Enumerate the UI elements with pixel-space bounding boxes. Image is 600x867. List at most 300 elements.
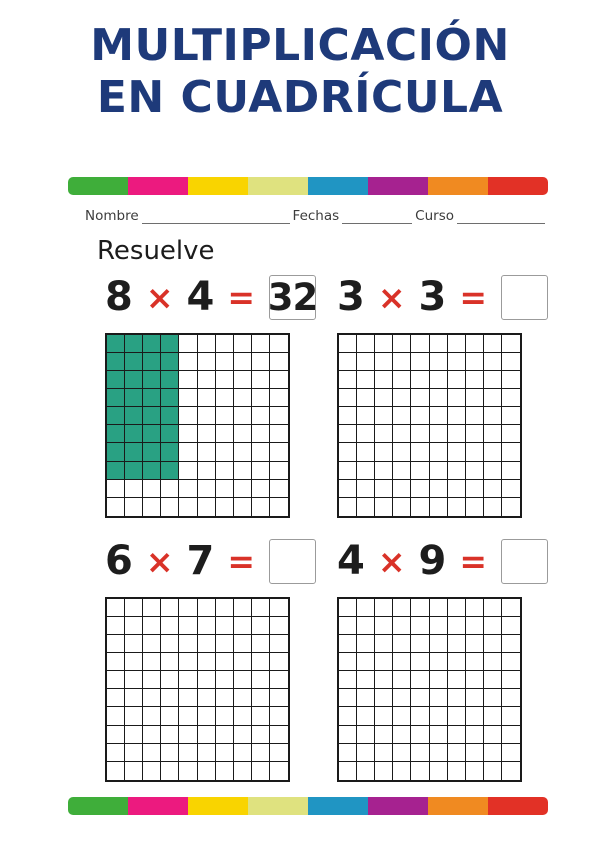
grid-cell[interactable]	[107, 617, 125, 635]
grid-cell[interactable]	[502, 762, 520, 780]
grid-cell[interactable]	[502, 671, 520, 689]
grid-cell[interactable]	[484, 635, 502, 653]
grid-cell[interactable]	[339, 635, 357, 653]
grid-cell[interactable]	[339, 425, 357, 443]
grid-cell[interactable]	[375, 617, 393, 635]
grid-cell[interactable]	[179, 498, 197, 516]
grid-cell[interactable]	[411, 335, 429, 353]
grid-cell[interactable]	[161, 689, 179, 707]
grid-cell[interactable]	[484, 498, 502, 516]
grid-cell[interactable]	[234, 599, 252, 617]
grid-cell[interactable]	[339, 371, 357, 389]
answer-box[interactable]	[269, 539, 316, 584]
grid-cell[interactable]	[252, 353, 270, 371]
grid-cell[interactable]	[198, 425, 216, 443]
grid-cell[interactable]	[430, 425, 448, 443]
grid-cell[interactable]	[484, 480, 502, 498]
grid-cell[interactable]	[466, 653, 484, 671]
grid-cell[interactable]	[270, 389, 288, 407]
grid-cell[interactable]	[216, 498, 234, 516]
grid-cell[interactable]	[339, 443, 357, 461]
grid-cell[interactable]	[179, 407, 197, 425]
grid-cell[interactable]	[216, 335, 234, 353]
grid-cell[interactable]	[357, 498, 375, 516]
grid-cell[interactable]	[448, 480, 466, 498]
grid-cell[interactable]	[375, 635, 393, 653]
grid-cell[interactable]	[430, 599, 448, 617]
grid-cell[interactable]	[161, 443, 179, 461]
grid-cell[interactable]	[375, 689, 393, 707]
grid-cell[interactable]	[411, 480, 429, 498]
grid-cell[interactable]	[179, 617, 197, 635]
grid-cell[interactable]	[448, 371, 466, 389]
grid-cell[interactable]	[430, 671, 448, 689]
grid-cell[interactable]	[107, 599, 125, 617]
grid-cell[interactable]	[216, 689, 234, 707]
grid-cell[interactable]	[143, 371, 161, 389]
grid-cell[interactable]	[216, 425, 234, 443]
grid-cell[interactable]	[466, 407, 484, 425]
grid-cell[interactable]	[270, 353, 288, 371]
grid-cell[interactable]	[411, 635, 429, 653]
answer-box[interactable]	[501, 539, 548, 584]
grid-cell[interactable]	[393, 425, 411, 443]
grid-cell[interactable]	[161, 744, 179, 762]
grid-cell[interactable]	[234, 635, 252, 653]
grid-cell[interactable]	[216, 371, 234, 389]
grid-cell[interactable]	[411, 744, 429, 762]
grid-cell[interactable]	[466, 744, 484, 762]
grid-cell[interactable]	[216, 635, 234, 653]
grid-cell[interactable]	[448, 744, 466, 762]
grid-cell[interactable]	[252, 617, 270, 635]
grid-cell[interactable]	[411, 443, 429, 461]
grid-cell[interactable]	[393, 726, 411, 744]
grid-cell[interactable]	[125, 762, 143, 780]
grid-cell[interactable]	[430, 726, 448, 744]
grid-cell[interactable]	[339, 744, 357, 762]
grid-cell[interactable]	[502, 407, 520, 425]
grid-cell[interactable]	[448, 443, 466, 461]
date-blank-line[interactable]	[342, 209, 412, 224]
grid-cell[interactable]	[179, 635, 197, 653]
grid-cell[interactable]	[198, 726, 216, 744]
grid-cell[interactable]	[143, 599, 161, 617]
grid-cell[interactable]	[411, 707, 429, 725]
grid-cell[interactable]	[161, 653, 179, 671]
grid-cell[interactable]	[252, 480, 270, 498]
grid-cell[interactable]	[430, 635, 448, 653]
grid-cell[interactable]	[270, 335, 288, 353]
grid-cell[interactable]	[484, 335, 502, 353]
grid-cell[interactable]	[161, 425, 179, 443]
grid-cell[interactable]	[198, 462, 216, 480]
grid-cell[interactable]	[252, 744, 270, 762]
grid-cell[interactable]	[466, 599, 484, 617]
grid-cell[interactable]	[375, 498, 393, 516]
grid-cell[interactable]	[448, 353, 466, 371]
grid-cell[interactable]	[430, 407, 448, 425]
grid-cell[interactable]	[339, 726, 357, 744]
multiplication-grid[interactable]	[337, 333, 522, 518]
grid-cell[interactable]	[179, 599, 197, 617]
grid-cell[interactable]	[161, 335, 179, 353]
grid-cell[interactable]	[502, 635, 520, 653]
grid-cell[interactable]	[339, 707, 357, 725]
grid-cell[interactable]	[125, 407, 143, 425]
grid-cell[interactable]	[143, 407, 161, 425]
grid-cell[interactable]	[357, 726, 375, 744]
grid-cell[interactable]	[234, 389, 252, 407]
grid-cell[interactable]	[484, 389, 502, 407]
grid-cell[interactable]	[448, 671, 466, 689]
grid-cell[interactable]	[198, 407, 216, 425]
answer-box[interactable]	[501, 275, 548, 320]
grid-cell[interactable]	[143, 762, 161, 780]
grid-cell[interactable]	[107, 353, 125, 371]
grid-cell[interactable]	[339, 335, 357, 353]
grid-cell[interactable]	[466, 671, 484, 689]
grid-cell[interactable]	[234, 353, 252, 371]
grid-cell[interactable]	[234, 726, 252, 744]
grid-cell[interactable]	[216, 707, 234, 725]
grid-cell[interactable]	[484, 353, 502, 371]
grid-cell[interactable]	[339, 353, 357, 371]
grid-cell[interactable]	[375, 462, 393, 480]
grid-cell[interactable]	[179, 353, 197, 371]
grid-cell[interactable]	[411, 762, 429, 780]
grid-cell[interactable]	[161, 407, 179, 425]
grid-cell[interactable]	[357, 707, 375, 725]
grid-cell[interactable]	[357, 443, 375, 461]
grid-cell[interactable]	[107, 689, 125, 707]
grid-cell[interactable]	[270, 689, 288, 707]
grid-cell[interactable]	[430, 480, 448, 498]
grid-cell[interactable]	[216, 653, 234, 671]
grid-cell[interactable]	[502, 443, 520, 461]
grid-cell[interactable]	[466, 389, 484, 407]
grid-cell[interactable]	[198, 689, 216, 707]
grid-cell[interactable]	[484, 462, 502, 480]
grid-cell[interactable]	[411, 726, 429, 744]
grid-cell[interactable]	[375, 762, 393, 780]
grid-cell[interactable]	[161, 462, 179, 480]
grid-cell[interactable]	[375, 671, 393, 689]
grid-cell[interactable]	[430, 617, 448, 635]
grid-cell[interactable]	[357, 425, 375, 443]
grid-cell[interactable]	[393, 599, 411, 617]
grid-cell[interactable]	[179, 653, 197, 671]
grid-cell[interactable]	[161, 617, 179, 635]
grid-cell[interactable]	[252, 762, 270, 780]
grid-cell[interactable]	[179, 462, 197, 480]
grid-cell[interactable]	[448, 599, 466, 617]
grid-cell[interactable]	[502, 707, 520, 725]
grid-cell[interactable]	[198, 762, 216, 780]
grid-cell[interactable]	[484, 726, 502, 744]
grid-cell[interactable]	[430, 762, 448, 780]
grid-cell[interactable]	[143, 480, 161, 498]
grid-cell[interactable]	[357, 480, 375, 498]
grid-cell[interactable]	[216, 762, 234, 780]
grid-cell[interactable]	[375, 653, 393, 671]
grid-cell[interactable]	[393, 480, 411, 498]
grid-cell[interactable]	[179, 443, 197, 461]
grid-cell[interactable]	[252, 407, 270, 425]
grid-cell[interactable]	[143, 498, 161, 516]
grid-cell[interactable]	[234, 462, 252, 480]
grid-cell[interactable]	[161, 480, 179, 498]
grid-cell[interactable]	[179, 371, 197, 389]
grid-cell[interactable]	[107, 498, 125, 516]
grid-cell[interactable]	[448, 462, 466, 480]
grid-cell[interactable]	[161, 498, 179, 516]
grid-cell[interactable]	[234, 371, 252, 389]
grid-cell[interactable]	[216, 726, 234, 744]
grid-cell[interactable]	[411, 599, 429, 617]
grid-cell[interactable]	[448, 762, 466, 780]
grid-cell[interactable]	[270, 462, 288, 480]
grid-cell[interactable]	[502, 744, 520, 762]
multiplication-grid[interactable]	[105, 597, 290, 782]
grid-cell[interactable]	[411, 689, 429, 707]
grid-cell[interactable]	[234, 335, 252, 353]
grid-cell[interactable]	[393, 371, 411, 389]
grid-cell[interactable]	[107, 389, 125, 407]
grid-cell[interactable]	[411, 671, 429, 689]
grid-cell[interactable]	[252, 371, 270, 389]
grid-cell[interactable]	[198, 635, 216, 653]
grid-cell[interactable]	[252, 462, 270, 480]
grid-cell[interactable]	[448, 498, 466, 516]
grid-cell[interactable]	[107, 744, 125, 762]
grid-cell[interactable]	[466, 353, 484, 371]
grid-cell[interactable]	[125, 462, 143, 480]
grid-cell[interactable]	[393, 498, 411, 516]
grid-cell[interactable]	[430, 653, 448, 671]
grid-cell[interactable]	[107, 425, 125, 443]
grid-cell[interactable]	[143, 443, 161, 461]
grid-cell[interactable]	[161, 671, 179, 689]
grid-cell[interactable]	[502, 617, 520, 635]
grid-cell[interactable]	[125, 425, 143, 443]
grid-cell[interactable]	[357, 353, 375, 371]
grid-cell[interactable]	[430, 353, 448, 371]
grid-cell[interactable]	[448, 425, 466, 443]
multiplication-grid[interactable]	[105, 333, 290, 518]
grid-cell[interactable]	[393, 671, 411, 689]
grid-cell[interactable]	[216, 389, 234, 407]
grid-cell[interactable]	[357, 671, 375, 689]
grid-cell[interactable]	[234, 480, 252, 498]
grid-cell[interactable]	[143, 635, 161, 653]
grid-cell[interactable]	[198, 353, 216, 371]
grid-cell[interactable]	[411, 389, 429, 407]
grid-cell[interactable]	[393, 353, 411, 371]
grid-cell[interactable]	[393, 689, 411, 707]
grid-cell[interactable]	[198, 744, 216, 762]
grid-cell[interactable]	[484, 371, 502, 389]
grid-cell[interactable]	[107, 726, 125, 744]
grid-cell[interactable]	[270, 671, 288, 689]
grid-cell[interactable]	[339, 407, 357, 425]
grid-cell[interactable]	[357, 389, 375, 407]
grid-cell[interactable]	[357, 335, 375, 353]
grid-cell[interactable]	[466, 443, 484, 461]
grid-cell[interactable]	[234, 443, 252, 461]
grid-cell[interactable]	[252, 653, 270, 671]
grid-cell[interactable]	[466, 689, 484, 707]
grid-cell[interactable]	[252, 689, 270, 707]
grid-cell[interactable]	[411, 498, 429, 516]
grid-cell[interactable]	[339, 599, 357, 617]
grid-cell[interactable]	[466, 762, 484, 780]
grid-cell[interactable]	[393, 462, 411, 480]
grid-cell[interactable]	[125, 689, 143, 707]
grid-cell[interactable]	[393, 407, 411, 425]
grid-cell[interactable]	[125, 498, 143, 516]
grid-cell[interactable]	[484, 707, 502, 725]
grid-cell[interactable]	[502, 462, 520, 480]
grid-cell[interactable]	[270, 480, 288, 498]
grid-cell[interactable]	[484, 425, 502, 443]
grid-cell[interactable]	[234, 689, 252, 707]
grid-cell[interactable]	[161, 707, 179, 725]
grid-cell[interactable]	[375, 726, 393, 744]
grid-cell[interactable]	[143, 353, 161, 371]
grid-cell[interactable]	[393, 617, 411, 635]
grid-cell[interactable]	[393, 443, 411, 461]
grid-cell[interactable]	[502, 425, 520, 443]
grid-cell[interactable]	[484, 617, 502, 635]
grid-cell[interactable]	[502, 653, 520, 671]
grid-cell[interactable]	[430, 707, 448, 725]
grid-cell[interactable]	[143, 689, 161, 707]
grid-cell[interactable]	[502, 498, 520, 516]
grid-cell[interactable]	[448, 635, 466, 653]
grid-cell[interactable]	[339, 617, 357, 635]
grid-cell[interactable]	[411, 462, 429, 480]
grid-cell[interactable]	[393, 744, 411, 762]
grid-cell[interactable]	[357, 744, 375, 762]
grid-cell[interactable]	[198, 480, 216, 498]
grid-cell[interactable]	[107, 462, 125, 480]
grid-cell[interactable]	[179, 389, 197, 407]
grid-cell[interactable]	[161, 762, 179, 780]
grid-cell[interactable]	[484, 653, 502, 671]
grid-cell[interactable]	[484, 744, 502, 762]
grid-cell[interactable]	[125, 707, 143, 725]
grid-cell[interactable]	[107, 335, 125, 353]
grid-cell[interactable]	[393, 389, 411, 407]
grid-cell[interactable]	[393, 653, 411, 671]
grid-cell[interactable]	[466, 635, 484, 653]
grid-cell[interactable]	[430, 689, 448, 707]
grid-cell[interactable]	[252, 707, 270, 725]
grid-cell[interactable]	[339, 389, 357, 407]
grid-cell[interactable]	[198, 498, 216, 516]
grid-cell[interactable]	[252, 389, 270, 407]
grid-cell[interactable]	[143, 617, 161, 635]
grid-cell[interactable]	[179, 726, 197, 744]
name-blank-line[interactable]	[142, 209, 290, 224]
grid-cell[interactable]	[466, 425, 484, 443]
grid-cell[interactable]	[161, 726, 179, 744]
grid-cell[interactable]	[252, 425, 270, 443]
grid-cell[interactable]	[198, 389, 216, 407]
grid-cell[interactable]	[107, 707, 125, 725]
course-blank-line[interactable]	[457, 209, 545, 224]
grid-cell[interactable]	[198, 599, 216, 617]
grid-cell[interactable]	[198, 443, 216, 461]
grid-cell[interactable]	[357, 462, 375, 480]
grid-cell[interactable]	[502, 599, 520, 617]
grid-cell[interactable]	[234, 498, 252, 516]
grid-cell[interactable]	[125, 744, 143, 762]
grid-cell[interactable]	[216, 353, 234, 371]
grid-cell[interactable]	[448, 726, 466, 744]
grid-cell[interactable]	[375, 389, 393, 407]
grid-cell[interactable]	[375, 335, 393, 353]
grid-cell[interactable]	[411, 407, 429, 425]
grid-cell[interactable]	[466, 335, 484, 353]
grid-cell[interactable]	[125, 353, 143, 371]
grid-cell[interactable]	[484, 407, 502, 425]
grid-cell[interactable]	[270, 653, 288, 671]
grid-cell[interactable]	[393, 707, 411, 725]
multiplication-grid[interactable]	[337, 597, 522, 782]
grid-cell[interactable]	[252, 635, 270, 653]
grid-cell[interactable]	[375, 353, 393, 371]
grid-cell[interactable]	[339, 653, 357, 671]
grid-cell[interactable]	[270, 425, 288, 443]
grid-cell[interactable]	[198, 371, 216, 389]
grid-cell[interactable]	[125, 671, 143, 689]
grid-cell[interactable]	[143, 671, 161, 689]
grid-cell[interactable]	[393, 335, 411, 353]
grid-cell[interactable]	[198, 335, 216, 353]
grid-cell[interactable]	[143, 726, 161, 744]
grid-cell[interactable]	[270, 371, 288, 389]
grid-cell[interactable]	[339, 689, 357, 707]
grid-cell[interactable]	[502, 689, 520, 707]
grid-cell[interactable]	[466, 498, 484, 516]
grid-cell[interactable]	[484, 599, 502, 617]
grid-cell[interactable]	[107, 635, 125, 653]
grid-cell[interactable]	[357, 689, 375, 707]
grid-cell[interactable]	[339, 671, 357, 689]
grid-cell[interactable]	[270, 726, 288, 744]
grid-cell[interactable]	[125, 726, 143, 744]
grid-cell[interactable]	[252, 726, 270, 744]
grid-cell[interactable]	[270, 744, 288, 762]
grid-cell[interactable]	[411, 371, 429, 389]
grid-cell[interactable]	[179, 744, 197, 762]
grid-cell[interactable]	[216, 671, 234, 689]
grid-cell[interactable]	[357, 407, 375, 425]
grid-cell[interactable]	[502, 371, 520, 389]
grid-cell[interactable]	[393, 762, 411, 780]
grid-cell[interactable]	[411, 425, 429, 443]
grid-cell[interactable]	[375, 371, 393, 389]
grid-cell[interactable]	[252, 498, 270, 516]
grid-cell[interactable]	[143, 462, 161, 480]
grid-cell[interactable]	[107, 671, 125, 689]
grid-cell[interactable]	[502, 353, 520, 371]
grid-cell[interactable]	[234, 617, 252, 635]
grid-cell[interactable]	[502, 480, 520, 498]
grid-cell[interactable]	[430, 371, 448, 389]
